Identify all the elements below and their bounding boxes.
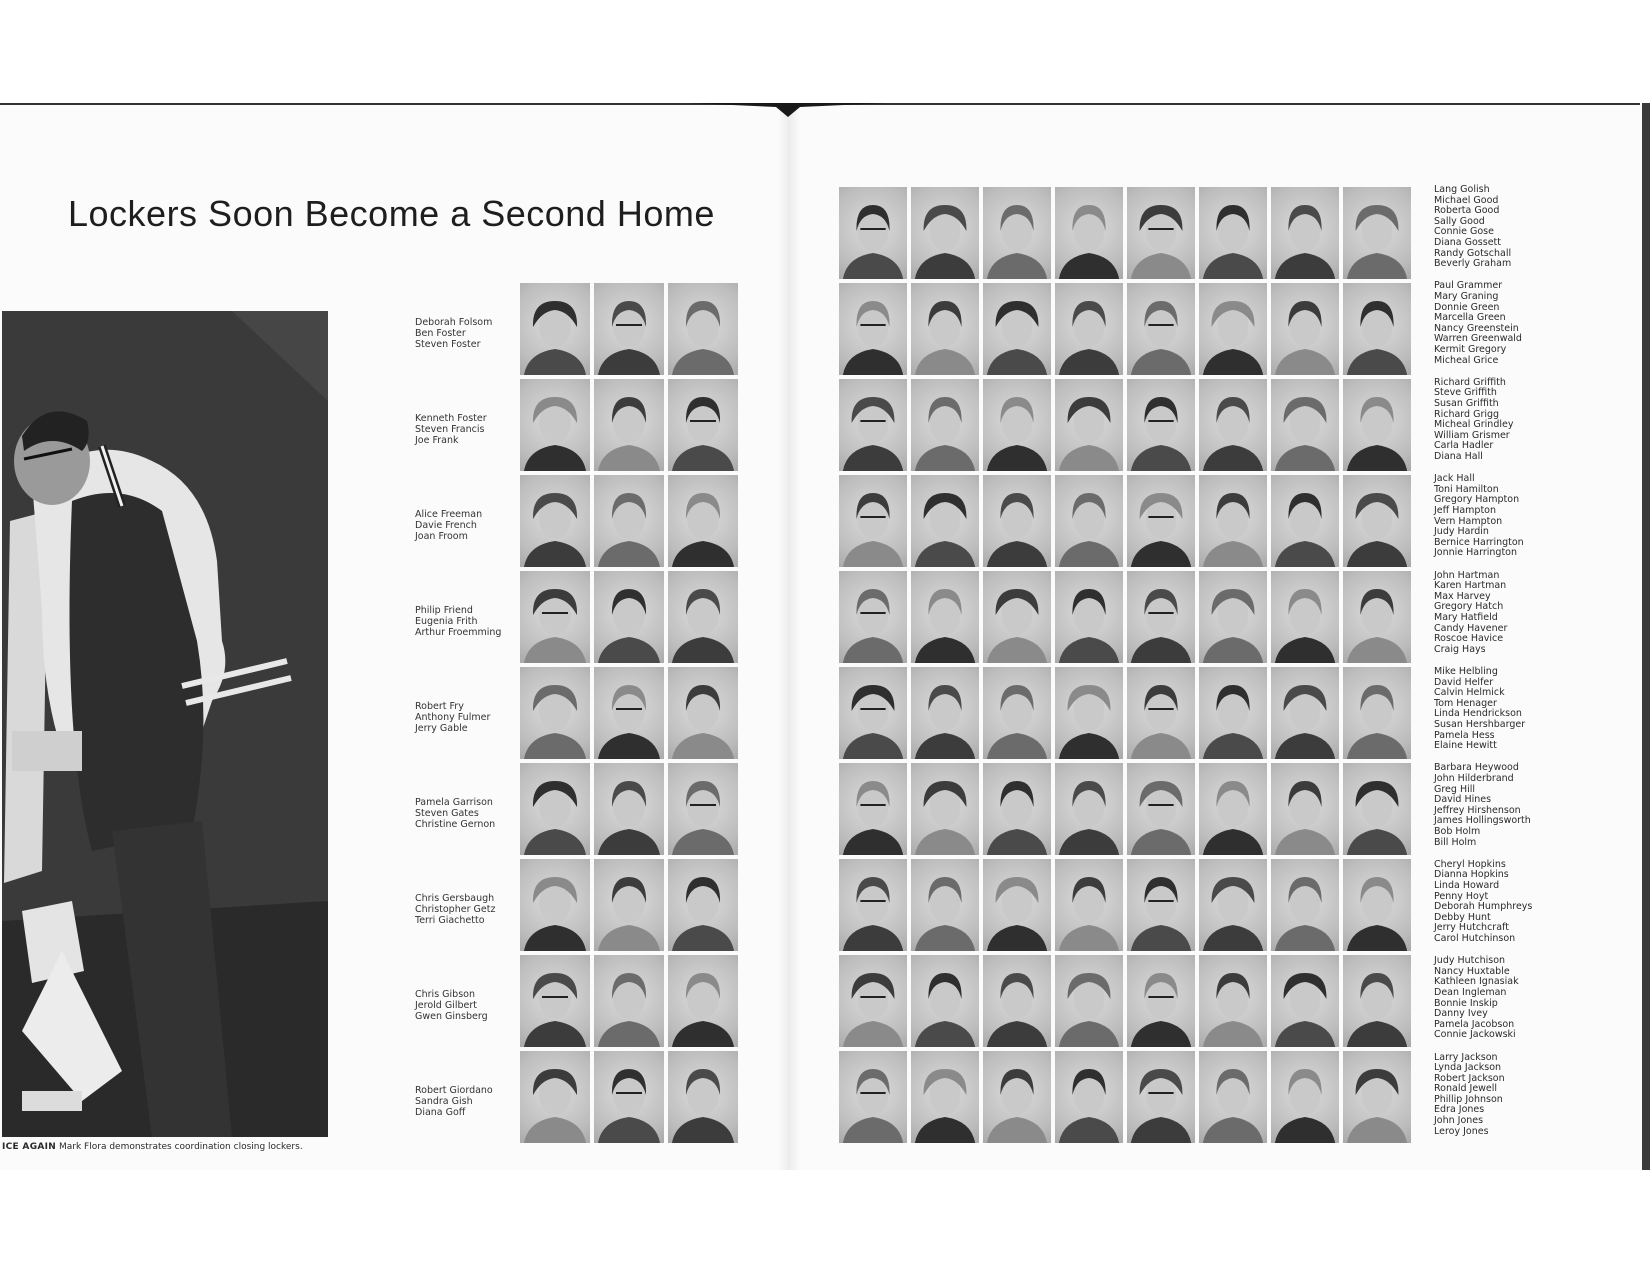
student-name: Mary Hatfield <box>1434 611 1498 623</box>
student-portrait <box>520 859 590 951</box>
student-portrait <box>1271 955 1339 1047</box>
name-group <box>415 1085 525 1118</box>
student-portrait <box>1055 955 1123 1047</box>
student-name: Danny Ivey <box>1434 1008 1488 1020</box>
student-portrait <box>839 667 907 759</box>
student-portrait <box>839 283 907 375</box>
student-name: Marcella Green <box>1434 312 1506 324</box>
student-portrait <box>1271 379 1339 471</box>
student-portrait <box>839 187 907 279</box>
student-name: Richard Grigg <box>1434 408 1500 420</box>
student-name: Jeff Hampton <box>1434 504 1497 516</box>
student-name: Sandra Gish <box>415 1096 473 1107</box>
caption-lead: ICE AGAIN <box>2 1142 57 1152</box>
student-name: David Hines <box>1434 794 1492 806</box>
student-name: Pamela Garrison <box>415 797 493 808</box>
student-name: Lang Golish <box>1434 184 1490 195</box>
student-portrait <box>668 571 738 663</box>
student-portrait <box>668 955 738 1047</box>
student-name: Cheryl Hopkins <box>1434 858 1506 870</box>
student-name: Ronald Jewell <box>1434 1083 1498 1095</box>
student-portrait <box>1055 475 1123 567</box>
student-portrait <box>911 763 979 855</box>
student-portrait <box>1343 667 1411 759</box>
student-name: Robert Jackson <box>1434 1072 1505 1084</box>
student-portrait <box>911 859 979 951</box>
student-portrait <box>1343 187 1411 279</box>
student-portrait <box>1055 571 1123 663</box>
student-name: Penny Hoyt <box>1434 890 1489 902</box>
student-name: Debby Hunt <box>1434 911 1491 923</box>
student-portrait <box>594 859 664 951</box>
student-portrait <box>1127 283 1195 375</box>
student-portrait <box>1271 667 1339 759</box>
student-name: Eugenia Frith <box>415 616 478 627</box>
student-portrait <box>983 1051 1051 1143</box>
student-portrait <box>983 475 1051 567</box>
student-portrait <box>668 379 738 471</box>
student-portrait <box>1199 667 1267 759</box>
name-group <box>415 317 525 350</box>
student-name: Gregory Hampton <box>1434 494 1520 506</box>
yearbook-spread <box>0 105 1650 1170</box>
student-name: Paul Grammer <box>1434 280 1503 292</box>
student-portrait <box>1199 475 1267 567</box>
student-portrait <box>911 283 979 375</box>
student-portrait <box>1127 475 1195 567</box>
student-portrait <box>911 187 979 279</box>
student-portrait <box>1271 859 1339 951</box>
student-name: Warren Greenwald <box>1434 333 1522 345</box>
student-portrait <box>911 667 979 759</box>
caption-text: Mark Flora demonstrates coordination closing lockers. <box>56 1142 303 1152</box>
student-portrait <box>839 379 907 471</box>
student-portrait <box>520 667 590 759</box>
student-name: James Hollingsworth <box>1434 815 1531 827</box>
student-portrait <box>668 1051 738 1143</box>
name-group <box>1434 667 1564 763</box>
student-name: Carla Hadler <box>1434 440 1494 452</box>
name-group <box>415 509 525 542</box>
student-name: Kermit Gregory <box>1434 343 1507 355</box>
student-portrait <box>594 955 664 1047</box>
student-portrait <box>1199 955 1267 1047</box>
student-name: Robert Fry <box>415 701 464 712</box>
student-portrait <box>1199 763 1267 855</box>
student-name: Elaine Hewitt <box>1434 740 1497 752</box>
student-name: Barbara Heywood <box>1434 762 1519 774</box>
student-portrait <box>1343 379 1411 471</box>
student-name: John Jones <box>1434 1115 1484 1127</box>
student-name: Davie French <box>415 520 477 531</box>
name-group <box>415 605 525 638</box>
student-name: Candy Havener <box>1434 622 1508 634</box>
student-name: Connie Gose <box>1434 226 1494 238</box>
student-name: Steven Gates <box>415 808 479 819</box>
student-portrait <box>1127 379 1195 471</box>
student-portrait <box>1343 283 1411 375</box>
student-name: John Hartman <box>1434 569 1500 581</box>
student-name: Michael Good <box>1434 194 1499 206</box>
student-portrait <box>594 475 664 567</box>
student-portrait <box>1127 667 1195 759</box>
student-portrait <box>839 1051 907 1143</box>
student-name: Bob Holm <box>1434 825 1481 837</box>
student-portrait <box>911 571 979 663</box>
student-portrait <box>1127 1051 1195 1143</box>
student-portrait <box>520 283 590 375</box>
student-name: Dianna Hopkins <box>1434 869 1509 881</box>
student-name: Connie Jackowski <box>1434 1029 1516 1041</box>
student-name: Jerry Hutchcraft <box>1434 922 1509 934</box>
student-portrait <box>839 955 907 1047</box>
name-group <box>1434 571 1564 667</box>
student-name: Steven Francis <box>415 424 485 435</box>
student-portrait <box>1127 763 1195 855</box>
student-portrait <box>520 955 590 1047</box>
name-group <box>1434 956 1564 1052</box>
student-name: Ben Foster <box>415 328 466 339</box>
student-portrait <box>1199 1051 1267 1143</box>
student-name: Calvin Helmick <box>1434 687 1505 699</box>
student-name: Randy Gotschall <box>1434 247 1512 259</box>
student-name: Edra Jones <box>1434 1104 1485 1116</box>
student-name: Lynda Jackson <box>1434 1062 1502 1074</box>
student-portrait <box>1199 859 1267 951</box>
student-portrait <box>1271 283 1339 375</box>
student-portrait <box>594 379 664 471</box>
student-name: Linda Hendrickson <box>1434 708 1522 720</box>
student-name: Deborah Folsom <box>415 317 493 328</box>
student-portrait <box>1271 1051 1339 1143</box>
student-name: Max Harvey <box>1434 590 1491 602</box>
student-portrait <box>1055 379 1123 471</box>
student-name: Bonnie Inskip <box>1434 997 1498 1009</box>
student-name: Richard Griffith <box>1434 376 1506 388</box>
student-portrait <box>668 283 738 375</box>
student-portrait <box>1055 187 1123 279</box>
student-portrait <box>1199 187 1267 279</box>
student-name: Susan Griffith <box>1434 397 1499 409</box>
student-portrait <box>1199 571 1267 663</box>
student-name: Susan Hershbarger <box>1434 718 1526 730</box>
student-portrait <box>594 667 664 759</box>
student-portrait <box>520 379 590 471</box>
student-portrait <box>1055 763 1123 855</box>
student-name: Larry Jackson <box>1434 1051 1498 1063</box>
student-name: Karen Hartman <box>1434 580 1507 592</box>
student-portrait <box>594 1051 664 1143</box>
right-page <box>788 105 1650 1170</box>
student-portrait <box>839 571 907 663</box>
student-name: Steven Foster <box>415 339 481 350</box>
student-name: Diana Gossett <box>1434 236 1502 248</box>
student-name: Bernice Harrington <box>1434 536 1524 548</box>
student-portrait <box>911 1051 979 1143</box>
name-group <box>415 701 525 734</box>
candid-photo <box>2 311 328 1137</box>
student-name: Pamela Hess <box>1434 729 1495 741</box>
student-name: Phillip Johnson <box>1434 1093 1503 1105</box>
student-portrait <box>1343 763 1411 855</box>
name-group <box>415 797 525 830</box>
student-portrait <box>839 859 907 951</box>
student-name: Dean Ingleman <box>1434 986 1507 998</box>
name-group <box>1434 1053 1564 1149</box>
student-name: Anthony Fulmer <box>415 712 491 723</box>
student-portrait <box>839 475 907 567</box>
student-portrait <box>1343 1051 1411 1143</box>
student-portrait <box>1055 283 1123 375</box>
left-portrait-grid <box>520 283 738 1143</box>
student-portrait <box>1271 763 1339 855</box>
student-name: Jerold Gilbert <box>415 1000 477 1011</box>
student-name: Jack Hall <box>1434 473 1475 485</box>
name-group <box>1434 763 1564 859</box>
student-name: Alice Freeman <box>415 509 483 520</box>
student-name: Beverly Graham <box>1434 258 1512 270</box>
student-portrait <box>983 763 1051 855</box>
student-name: Jeffrey Hirshenson <box>1434 804 1521 816</box>
student-name: Christine Gernon <box>415 819 496 830</box>
student-portrait <box>911 955 979 1047</box>
name-group <box>1434 474 1564 570</box>
student-portrait <box>1199 283 1267 375</box>
student-portrait <box>983 667 1051 759</box>
name-group <box>1434 860 1564 956</box>
student-portrait <box>983 187 1051 279</box>
student-name: John Hilderbrand <box>1434 772 1514 784</box>
student-name: Leroy Jones <box>1434 1125 1489 1137</box>
student-name: Sally Good <box>1434 215 1485 227</box>
student-name: Diana Goff <box>415 1107 466 1118</box>
student-portrait <box>520 1051 590 1143</box>
student-portrait <box>520 475 590 567</box>
student-name: Mike Helbling <box>1434 665 1498 677</box>
student-name: Jonnie Harrington <box>1434 547 1518 559</box>
student-name: Terri Giachetto <box>415 915 485 926</box>
student-name: Judy Hardin <box>1434 526 1489 538</box>
student-portrait <box>1055 859 1123 951</box>
right-portrait-grid <box>839 187 1409 1143</box>
student-portrait <box>594 571 664 663</box>
student-portrait <box>1055 1051 1123 1143</box>
student-name: Mary Graning <box>1434 290 1499 302</box>
student-portrait <box>1271 187 1339 279</box>
student-name: Nancy Greenstein <box>1434 322 1519 334</box>
student-portrait <box>1199 379 1267 471</box>
student-name: Deborah Humphreys <box>1434 901 1533 913</box>
student-name: Robert Giordano <box>415 1085 493 1096</box>
student-portrait <box>1055 667 1123 759</box>
name-group <box>1434 281 1564 377</box>
student-name: Linda Howard <box>1434 879 1500 891</box>
student-name: Roberta Good <box>1434 205 1500 217</box>
student-name: Vern Hampton <box>1434 515 1503 527</box>
name-group <box>1434 185 1564 281</box>
student-portrait <box>1343 475 1411 567</box>
student-name: Christopher Getz <box>415 904 496 915</box>
student-portrait <box>983 859 1051 951</box>
student-portrait <box>668 475 738 567</box>
name-group <box>1434 378 1564 474</box>
student-name: Bill Holm <box>1434 836 1477 848</box>
student-name: Arthur Froemming <box>415 627 502 638</box>
name-group <box>415 893 525 926</box>
name-group <box>415 413 525 446</box>
student-name: Jerry Gable <box>415 723 468 734</box>
student-portrait <box>1127 955 1195 1047</box>
student-portrait <box>911 379 979 471</box>
student-portrait <box>520 571 590 663</box>
student-name: Micheal Grice <box>1434 354 1499 366</box>
student-portrait <box>983 379 1051 471</box>
student-portrait <box>911 475 979 567</box>
page-title: Lockers Soon Become a Second Home <box>68 193 715 234</box>
student-portrait <box>1343 571 1411 663</box>
student-name: William Grismer <box>1434 429 1510 441</box>
student-name: Chris Gersbaugh <box>415 893 495 904</box>
student-portrait <box>1343 859 1411 951</box>
student-portrait <box>668 763 738 855</box>
right-name-list <box>1434 185 1564 1149</box>
student-portrait <box>839 763 907 855</box>
student-name: David Helfer <box>1434 676 1494 688</box>
student-name: Craig Hays <box>1434 643 1486 655</box>
student-name: Tom Henager <box>1434 697 1497 709</box>
student-name: Chris Gibson <box>415 989 475 1000</box>
student-name: Philip Friend <box>415 605 473 616</box>
left-page <box>0 105 788 1170</box>
student-portrait <box>1127 571 1195 663</box>
student-portrait <box>983 571 1051 663</box>
photo-caption <box>2 1142 303 1152</box>
student-portrait <box>1127 859 1195 951</box>
student-name: Nancy Huxtable <box>1434 965 1510 977</box>
student-name: Steve Griffith <box>1434 387 1497 399</box>
student-portrait <box>594 283 664 375</box>
student-name: Gwen Ginsberg <box>415 1011 488 1022</box>
student-name: Greg Hill <box>1434 783 1476 795</box>
student-name: Pamela Jacobson <box>1434 1018 1515 1030</box>
student-portrait <box>983 283 1051 375</box>
student-portrait <box>1271 571 1339 663</box>
student-portrait <box>668 859 738 951</box>
student-portrait <box>1343 955 1411 1047</box>
name-group <box>415 989 525 1022</box>
student-portrait <box>1271 475 1339 567</box>
student-name: Roscoe Havice <box>1434 633 1504 645</box>
student-portrait <box>594 763 664 855</box>
student-name: Gregory Hatch <box>1434 601 1504 613</box>
student-name: Toni Hamilton <box>1434 483 1499 495</box>
student-name: Micheal Grindley <box>1434 419 1514 431</box>
student-portrait <box>983 955 1051 1047</box>
student-portrait <box>668 667 738 759</box>
student-name: Joe Frank <box>415 435 459 446</box>
student-name: Carol Hutchinson <box>1434 932 1516 944</box>
student-name: Donnie Green <box>1434 301 1500 313</box>
student-portrait <box>1127 187 1195 279</box>
student-name: Joan Froom <box>415 531 468 542</box>
student-portrait <box>520 763 590 855</box>
student-name: Kathleen Ignasiak <box>1434 976 1519 988</box>
student-name: Kenneth Foster <box>415 413 487 424</box>
student-name: Diana Hall <box>1434 450 1483 462</box>
student-name: Judy Hutchison <box>1434 955 1506 967</box>
